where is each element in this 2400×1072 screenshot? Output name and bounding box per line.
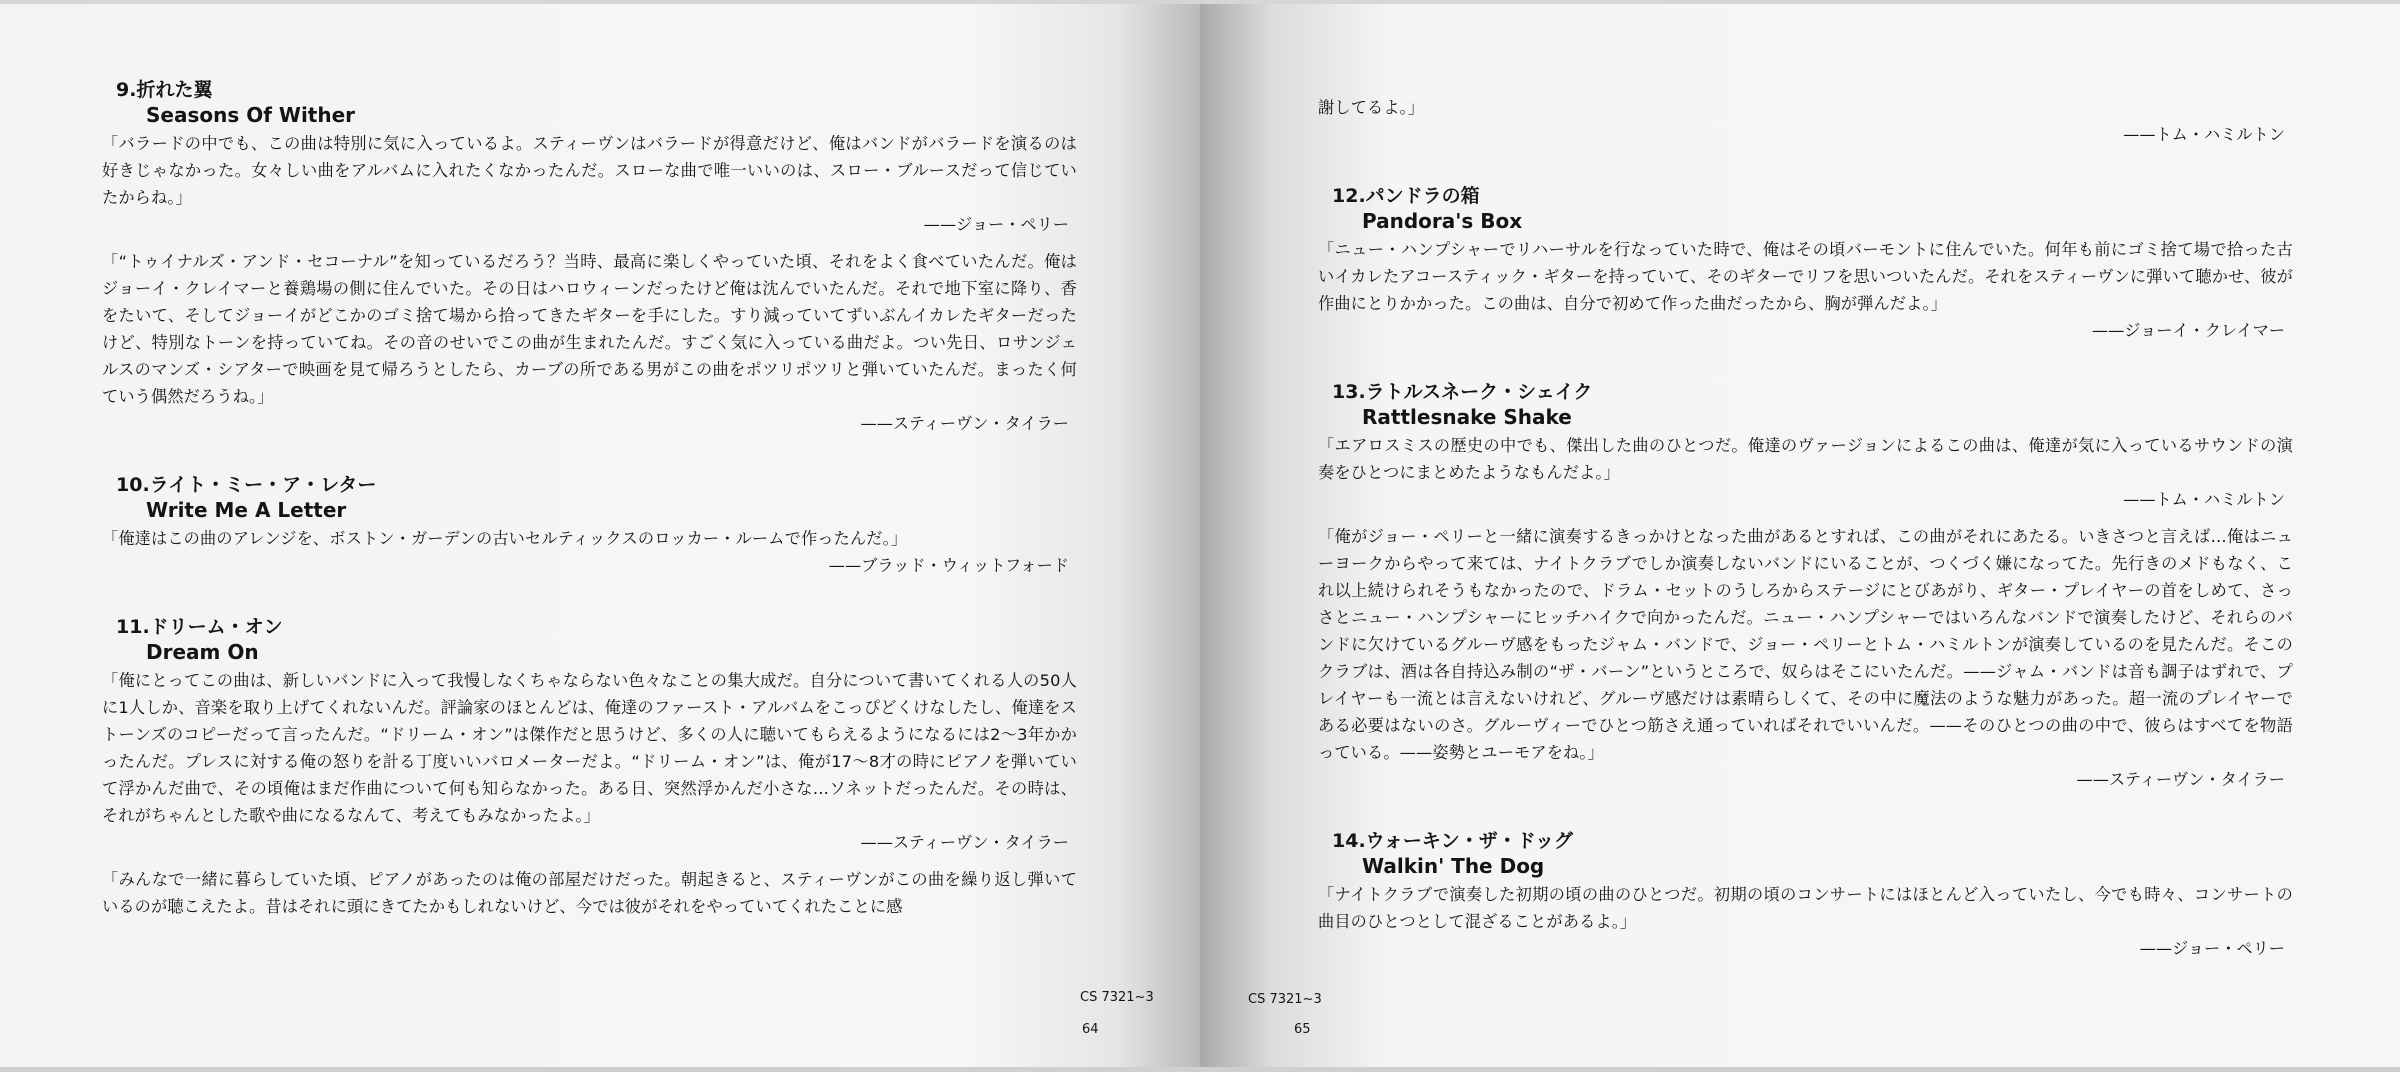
quote-attribution: ——スティーヴン・タイラー	[860, 414, 1069, 433]
song-title-japanese: 9.折れた翼	[116, 79, 213, 101]
song-title-japanese: 13.ラトルスネーク・シェイク	[1332, 381, 1593, 403]
song-entry-9	[102, 78, 1077, 437]
quote-attribution: ——トム・ハミルトン	[2123, 490, 2285, 509]
song-title-japanese: 11.ドリーム・オン	[116, 616, 283, 638]
catalog-number: CS 7321~3	[1248, 992, 1322, 1007]
song-title-english: Dream On	[146, 640, 259, 664]
song-entry-11	[102, 615, 1077, 920]
page-number: 65	[1294, 1022, 1311, 1037]
song-title-english: Seasons Of Wither	[146, 103, 356, 127]
song-title-english: Walkin' The Dog	[1362, 854, 1545, 878]
quote-text: 「エアロスミスの歴史の中でも、傑出した曲のひとつだ。俺達のヴァージョンによるこの曲は、俺達が気に入っているサウンドの演奏をひとつにまとめたようなもんだよ。」	[1318, 436, 2293, 482]
quote-text: 「バラードの中でも、この曲は特別に気に入っているよ。スティーヴンはバラードが得意だけど、俺はバンドがバラードを演るのは好きじゃなかった。女々しい曲をアルバムに入れたくなかったんだ。スローな曲で唯一いいのは、スロー・ブルースだって信じていたからね。」	[102, 134, 1077, 207]
quote-attribution: ——スティーヴン・タイラー	[860, 833, 1069, 852]
quote-text: 「ニュー・ハンプシャーでリハーサルを行なっていた時で、俺はその頃バーモントに住んでいた。何年も前にゴミ捨て場で拾った古いイカレたアコースティック・ギターを持っていて、そのギターでリフを思いついたんだ。それをスティーヴンに弾いて聴かせ、彼が作曲にとりかかった。この曲は、自分で初めて作った曲だったから、胸が弾んだよ。」	[1318, 240, 2293, 313]
quote-text: 「俺達はこの曲のアレンジを、ボストン・ガーデンの古いセルティックスのロッカー・ルームで作ったんだ。」	[102, 529, 908, 548]
quote-text: 「“トゥイナルズ・アンド・セコーナル”を知っているだろう？当時、最高に楽しくやっていた頃、それをよく食べていたんだ。俺はジョーイ・クレイマーと養鶏場の側に住んでいた。その日はハロウィーンだったけど俺は沈んでいたんだ。それで地下室に降り、香をたいて、そしてジョーイがどこかのゴミ捨て場から拾ってきたギターを手にした。すり減っていてずいぶんイカレたギターだったけど、特別なトーンを持っていてね。その音のせいでこの曲が生まれたんだ。すごく気に入っている曲だよ。つい先日、ロサンジェルスのマンズ・シアターで映画を見て帰ろうとしたら、カーブの所である男がこの曲をポツリポツリと弾いていたんだ。まったく何ていう偶然だろうね。」	[102, 252, 1077, 406]
quote-text: 「俺がジョー・ペリーと一緒に演奏するきっかけとなった曲があるとすれば、この曲がそれにあたる。いきさつと言えば…俺はニューヨークからやって来ては、ナイトクラブでしか演奏しないバンドにいることが、つくづく嫌になってた。先行きのメドもなく、これ以上続けられそうもなかったので、ドラム・セットのうしろからステージにとびあがり、ギター・プレイヤーの首をしめて、さっさとニュー・ハンプシャーにヒッチハイクで向かったんだ。ニュー・ハンプシャーではいろんなバンドで演奏したけど、それらのバンドに欠けているグルーヴ感をもったジャム・バンドで、ジョー・ペリーとトム・ハミルトンが演奏しているのを見たんだ。そこのクラブは、酒は各自持込み制の“ザ・バーン”というところで、奴らはそこにいたんだ。——ジャム・バンドは音も調子はずれで、プレイヤーも一流とは言えないけれど、グルーヴ感だけは素晴らしくて、その中に魔法のような魅力があった。超一流のプレイヤーである必要はないのさ。グルーヴィーでひとつ筋さえ通っていればそれでいいんだ。——そのひとつの曲の中で、彼らはすべてを物語っている。——姿勢とユーモアをね。」	[1318, 527, 2293, 762]
right-page	[1200, 0, 2400, 1072]
left-page-text-column	[102, 78, 1077, 920]
page-number: 64	[1082, 1022, 1099, 1037]
song-title-japanese: 10.ライト・ミー・ア・レター	[116, 474, 377, 496]
quote-attribution: ——スティーヴン・タイラー	[2076, 770, 2285, 789]
quote-attribution: ——ジョーイ・クレイマー	[2091, 321, 2285, 340]
song-title-japanese: 14.ウォーキン・ザ・ドッグ	[1332, 830, 1573, 852]
song-entry-10	[102, 473, 1077, 579]
continued-quote	[1318, 94, 2293, 148]
song-entry-12	[1318, 184, 2293, 344]
quote-attribution: ——ブラッド・ウィットフォード	[828, 556, 1069, 575]
song-title-japanese: 12.パンドラの箱	[1332, 185, 1480, 207]
quote-text: 「みんなで一緒に暮らしていた頃、ピアノがあったのは俺の部屋だけだった。朝起きると、スティーヴンがこの曲を繰り返し弾いているのが聴こえたよ。昔はそれに頭にきてたかもしれないけど、今では彼がそれをやっていてくれたことに感	[102, 870, 1077, 916]
quote-attribution: ——ジョー・ペリー	[2139, 939, 2285, 958]
song-entry-14	[1318, 829, 2293, 962]
quote-attribution: ——ジョー・ペリー	[923, 215, 1069, 234]
quote-text: 「俺にとってこの曲は、新しいバンドに入って我慢しなくちゃならない色々なことの集大成だ。自分について書いてくれる人の50人に1人しか、音楽を取り上げてくれないんだ。評論家のほとんどは、俺達のファースト・アルバムをこっぴどくけなしたし、俺達をストーンズのコピーだって言ったんだ。“ドリーム・オン”は傑作だと思うけど、多くの人に聴いてもらえるようになるには2〜3年かかったんだ。プレスに対する俺の怒りを計る丁度いいバロメーターだよ。“ドリーム・オン”は、俺が17〜8才の時にピアノを弾いていて浮かんだ曲で、その頃俺はまだ作曲について何も知らなかった。ある日、突然浮かんだ小さな…ソネットだったんだ。その時は、それがちゃんとした歌や曲になるなんて、考えてもみなかったよ。」	[102, 671, 1077, 825]
quote-attribution: ——トム・ハミルトン	[2123, 125, 2285, 144]
right-page-text-column	[1318, 94, 2293, 962]
song-title-english: Write Me A Letter	[146, 498, 347, 522]
page-edge-bottom	[0, 1067, 2400, 1072]
song-title-english: Rattlesnake Shake	[1362, 405, 1572, 429]
quote-text: 謝してるよ。」	[1318, 98, 1425, 117]
song-entry-13	[1318, 380, 2293, 793]
page-edge-top	[0, 0, 2400, 4]
quote-text: 「ナイトクラブで演奏した初期の頃の曲のひとつだ。初期の頃のコンサートにはほとんど入っていたし、今でも時々、コンサートの曲目のひとつとして混ざることがあるよ。」	[1318, 885, 2293, 931]
catalog-number: CS 7321~3	[1080, 990, 1154, 1005]
song-title-english: Pandora's Box	[1362, 209, 1523, 233]
